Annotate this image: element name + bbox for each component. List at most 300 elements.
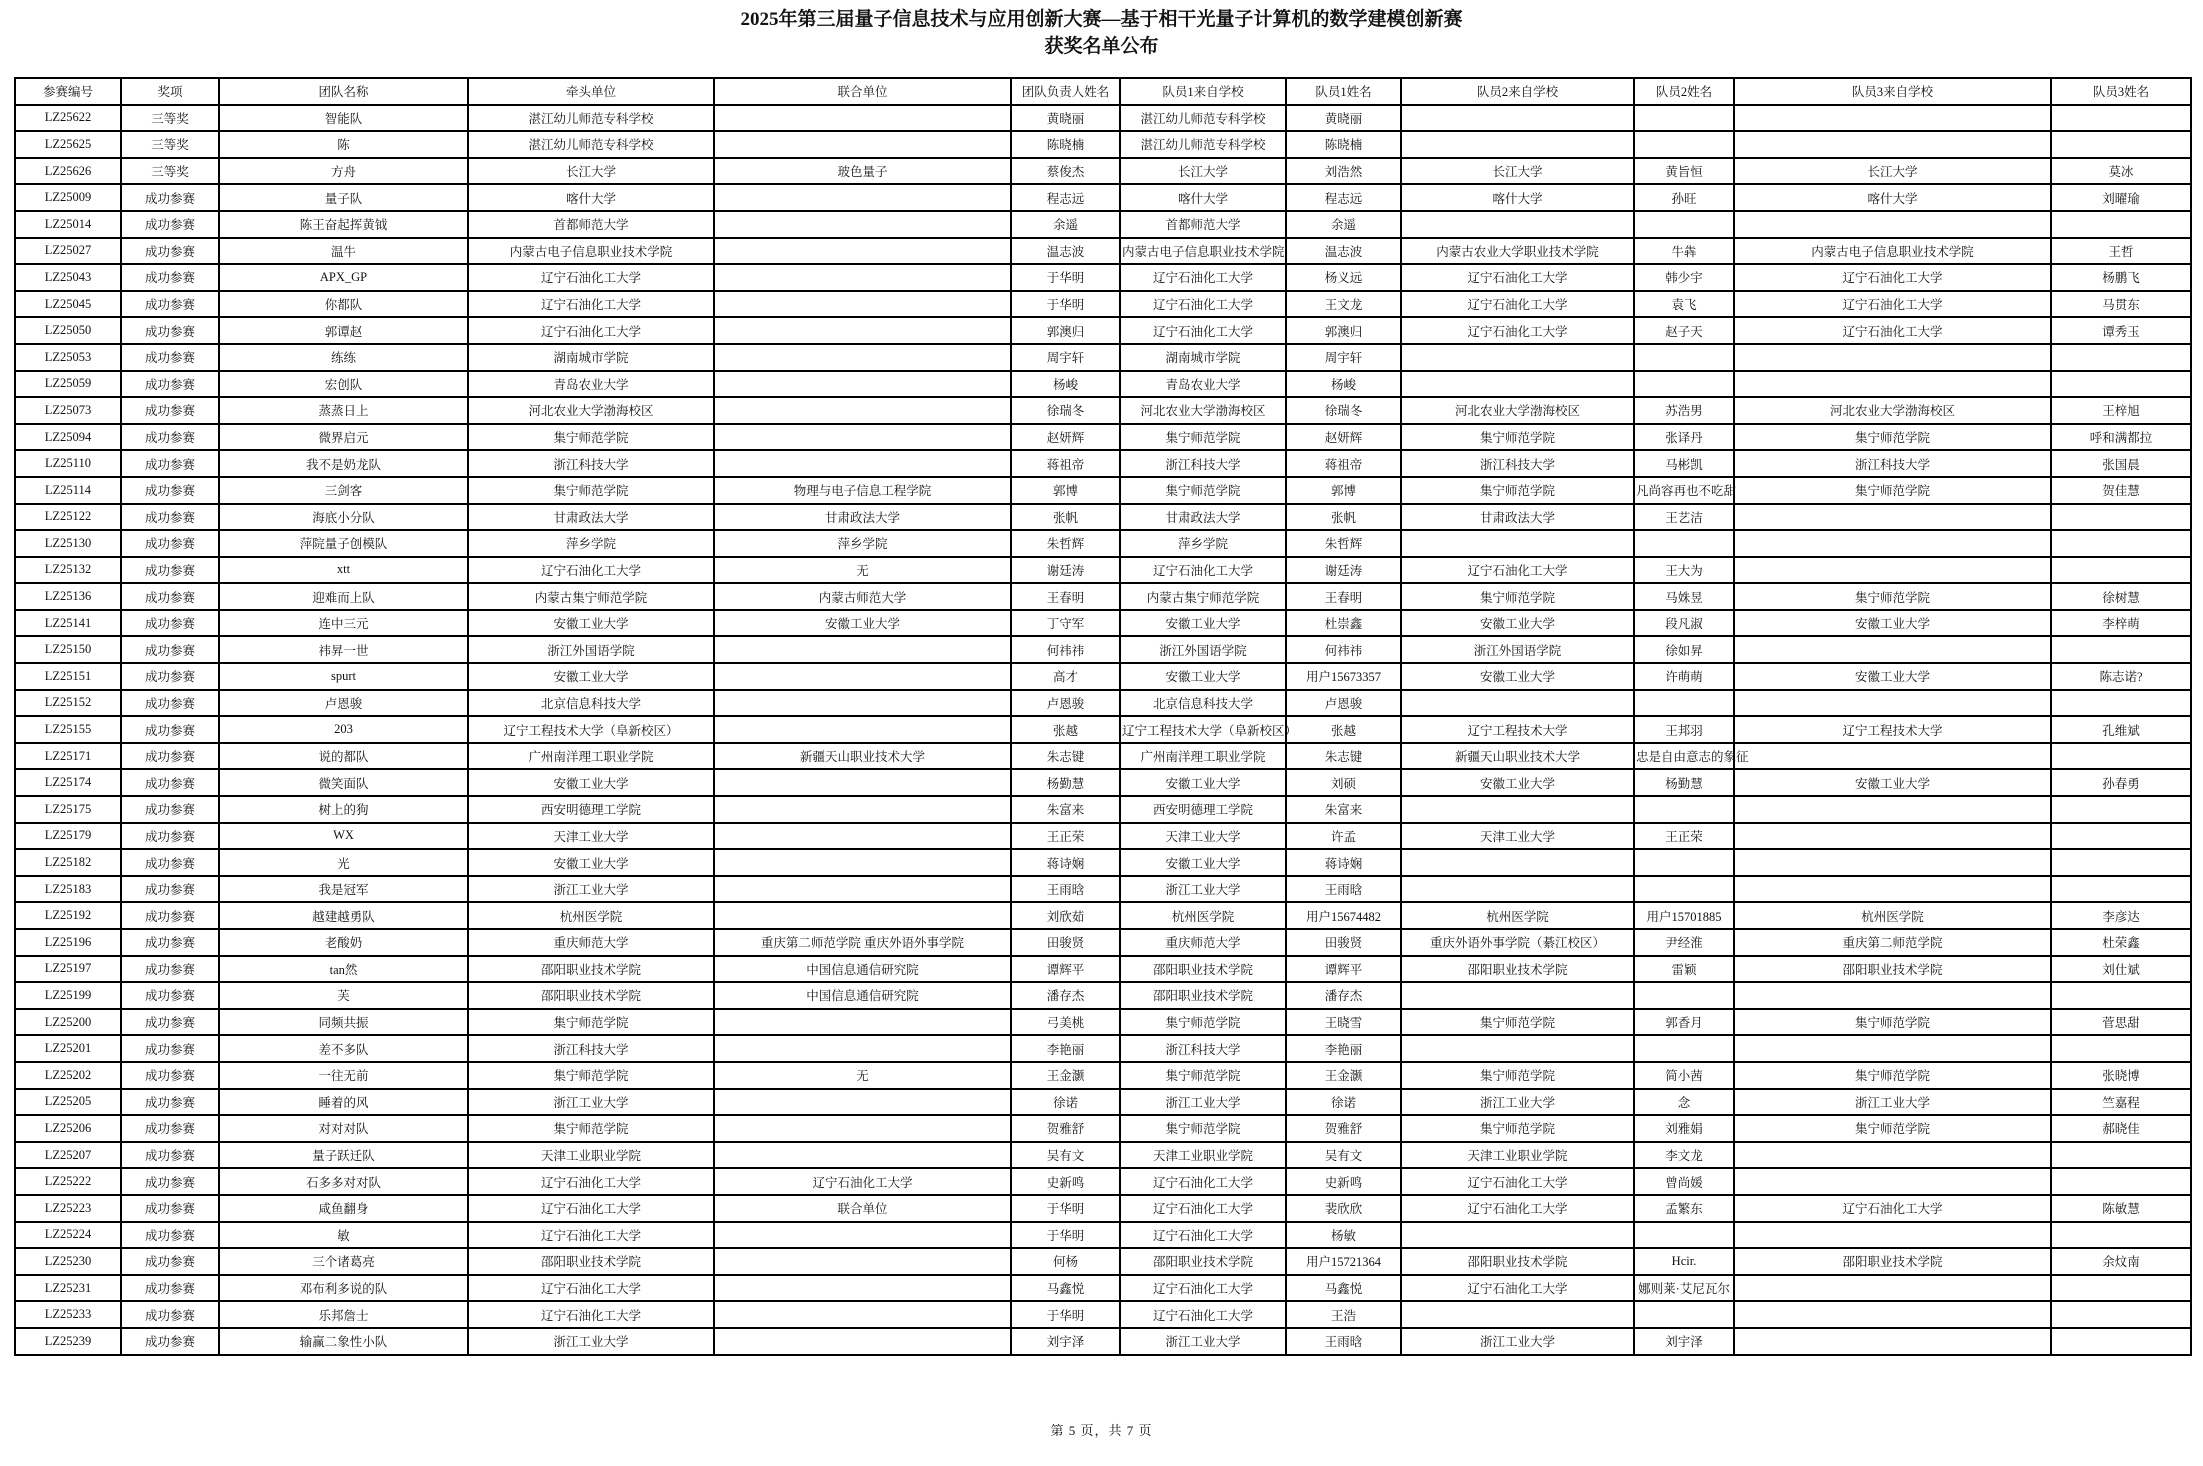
cell: 马姝昱 [1634,583,1734,610]
cell [1734,876,2051,903]
cell: 韩少宇 [1634,264,1734,291]
cell: 无 [714,557,1011,584]
cell [1401,131,1634,158]
cell: 孔维斌 [2051,716,2191,743]
cell: 天津工业职业学院 [1120,1142,1286,1169]
cell: LZ25230 [15,1248,121,1275]
cell: 安徽工业大学 [1120,663,1286,690]
cell: LZ25626 [15,158,121,185]
cell: 杨勤慧 [1011,769,1120,796]
cell: 李梓萌 [2051,610,2191,637]
cell: 集宁师范学院 [1120,424,1286,451]
cell [1401,211,1634,238]
cell: 贺佳慧 [2051,477,2191,504]
cell: LZ25110 [15,450,121,477]
cell: LZ25073 [15,397,121,424]
cell [2051,557,2191,584]
page-title [0,6,2203,60]
cell: LZ25197 [15,956,121,983]
cell: 莫冰 [2051,158,2191,185]
cell: tan然 [219,956,468,983]
cell [1401,1301,1634,1328]
column-header: 队员3姓名 [2051,78,2191,105]
cell: 郭博 [1011,477,1120,504]
cell: 集宁师范学院 [468,424,714,451]
table-row [15,1062,2191,1089]
table-row [15,956,2191,983]
cell: 辽宁石油化工大学 [1120,1168,1286,1195]
cell [1734,849,2051,876]
cell [1634,690,1734,717]
column-header: 联合单位 [714,78,1011,105]
cell: 首都师范大学 [468,211,714,238]
cell: 杨敏 [1286,1222,1401,1249]
cell: 安徽工业大学 [1734,610,2051,637]
cell: 成功参赛 [121,238,219,265]
cell: 徐诺 [1011,1089,1120,1116]
cell: 张国晨 [2051,450,2191,477]
cell: LZ25141 [15,610,121,637]
cell: 余遥 [1011,211,1120,238]
cell: 集宁师范学院 [1401,1009,1634,1036]
cell: 成功参赛 [121,636,219,663]
cell: 玻色量子 [714,158,1011,185]
cell: 咸鱼翻身 [219,1195,468,1222]
awards-table [14,77,2192,1356]
cell: 广州南洋理工职业学院 [1120,743,1286,770]
cell: 王春明 [1011,583,1120,610]
cell: 于华明 [1011,1301,1120,1328]
cell [2051,504,2191,531]
cell: 辽宁石油化工大学 [1120,264,1286,291]
cell: 简小茜 [1634,1062,1734,1089]
cell: 王梓旭 [2051,397,2191,424]
cell [714,1328,1011,1355]
cell: 萍院量子创模队 [219,530,468,557]
cell: 湛江幼儿师范专科学校 [1120,131,1286,158]
cell: 喀什大学 [1401,184,1634,211]
cell [2051,796,2191,823]
cell: 辽宁石油化工大学 [1401,317,1634,344]
cell [1734,344,2051,371]
cell [714,636,1011,663]
cell: LZ25152 [15,690,121,717]
cell [714,823,1011,850]
cell: 湖南城市学院 [468,344,714,371]
cell: LZ25136 [15,583,121,610]
cell [1401,849,1634,876]
cell [2051,982,2191,1009]
cell [1734,690,2051,717]
cell [714,238,1011,265]
cell [1634,371,1734,398]
cell: LZ25202 [15,1062,121,1089]
cell: LZ25122 [15,504,121,531]
cell: 喀什大学 [1120,184,1286,211]
cell: 安徽工业大学 [1401,610,1634,637]
cell: 成功参赛 [121,530,219,557]
cell [1634,849,1734,876]
cell: 青岛农业大学 [1120,371,1286,398]
cell: 量子队 [219,184,468,211]
cell: 内蒙古师范大学 [714,583,1011,610]
cell [2051,849,2191,876]
cell: LZ25179 [15,823,121,850]
cell: 朱哲辉 [1286,530,1401,557]
cell [2051,636,2191,663]
cell [714,317,1011,344]
cell: 敏 [219,1222,468,1249]
cell: 练练 [219,344,468,371]
cell [2051,1275,2191,1302]
cell: 卢恩骏 [1011,690,1120,717]
cell: 黄晓丽 [1286,105,1401,132]
cell: 郭香月 [1634,1009,1734,1036]
cell: LZ25114 [15,477,121,504]
cell [714,902,1011,929]
cell [2051,876,2191,903]
cell: 用户15673357 [1286,663,1401,690]
cell: LZ25014 [15,211,121,238]
cell: 辽宁工程技术大学 [1401,716,1634,743]
table-row [15,876,2191,903]
cell: 马鑫悦 [1286,1275,1401,1302]
cell: 对对对队 [219,1115,468,1142]
cell: 徐瑞冬 [1286,397,1401,424]
cell: 成功参赛 [121,1089,219,1116]
cell: 三剑客 [219,477,468,504]
column-header: 队员2来自学校 [1401,78,1634,105]
cell: 光 [219,849,468,876]
cell: 集宁师范学院 [1120,1062,1286,1089]
cell: 辽宁石油化工大学 [1120,317,1286,344]
cell: LZ25171 [15,743,121,770]
cell: 浙江外国语学院 [1120,636,1286,663]
cell: LZ25622 [15,105,121,132]
cell: 三个诸葛亮 [219,1248,468,1275]
cell [1734,557,2051,584]
cell: 李艳丽 [1286,1035,1401,1062]
cell: LZ25053 [15,344,121,371]
cell: 内蒙古集宁师范学院 [1120,583,1286,610]
cell [1401,371,1634,398]
cell: 成功参赛 [121,344,219,371]
cell: 连中三元 [219,610,468,637]
table-row [15,982,2191,1009]
cell [1734,1035,2051,1062]
cell: 甘肃政法大学 [468,504,714,531]
cell: 贺雅舒 [1011,1115,1120,1142]
cell: 黄旨恒 [1634,158,1734,185]
cell: 安徽工业大学 [1734,663,2051,690]
cell: 王邦羽 [1634,716,1734,743]
cell: 长江大学 [1734,158,2051,185]
cell [714,663,1011,690]
table-row [15,557,2191,584]
cell: 集宁师范学院 [1734,1115,2051,1142]
cell [714,211,1011,238]
cell: 赵子天 [1634,317,1734,344]
cell: 成功参赛 [121,557,219,584]
cell [1401,1035,1634,1062]
cell [714,371,1011,398]
cell: 王浩 [1286,1301,1401,1328]
cell: 苏浩男 [1634,397,1734,424]
cell: 雷颖 [1634,956,1734,983]
column-header: 参赛编号 [15,78,121,105]
cell: 郭谭赵 [219,317,468,344]
cell: LZ25231 [15,1275,121,1302]
cell: 萍乡学院 [714,530,1011,557]
cell: 安徽工业大学 [1401,769,1634,796]
cell [1634,1035,1734,1062]
cell: 成功参赛 [121,264,219,291]
cell: LZ25222 [15,1168,121,1195]
cell: 成功参赛 [121,796,219,823]
cell: 辽宁石油化工大学 [1120,1301,1286,1328]
cell: LZ25027 [15,238,121,265]
cell: 安徽工业大学 [1120,610,1286,637]
cell: 重庆师范大学 [1120,929,1286,956]
cell: 陈晓楠 [1011,131,1120,158]
cell: 成功参赛 [121,876,219,903]
cell: 成功参赛 [121,1115,219,1142]
cell [2051,1142,2191,1169]
cell: 浙江科技大学 [1120,1035,1286,1062]
cell [1634,344,1734,371]
cell: LZ25175 [15,796,121,823]
cell: 田骏贤 [1286,929,1401,956]
cell: 史新鸣 [1011,1168,1120,1195]
cell: 刘宇泽 [1011,1328,1120,1355]
cell [1634,530,1734,557]
cell: 成功参赛 [121,849,219,876]
cell: 智能队 [219,105,468,132]
cell: 浙江工业大学 [1120,876,1286,903]
cell: 浙江工业大学 [1734,1089,2051,1116]
cell: 余遥 [1286,211,1401,238]
cell: 安徽工业大学 [468,610,714,637]
cell: 谢廷涛 [1286,557,1401,584]
page-title-line2: 获奖名单公布 [1044,36,1159,57]
cell: 邵阳职业技术学院 [1120,1248,1286,1275]
cell: LZ25183 [15,876,121,903]
cell: 邵阳职业技术学院 [1401,1248,1634,1275]
table-row [15,371,2191,398]
cell: 凡尚容再也不吃甜 [1634,477,1734,504]
cell [1734,823,2051,850]
cell: 安徽工业大学 [468,663,714,690]
table-row [15,849,2191,876]
cell: 段凡淑 [1634,610,1734,637]
cell: 卢恩骏 [1286,690,1401,717]
cell [2051,1301,2191,1328]
cell: 刘宇泽 [1634,1328,1734,1355]
cell: LZ25196 [15,929,121,956]
cell: LZ25201 [15,1035,121,1062]
cell [1634,1222,1734,1249]
cell: 新疆天山职业技术大学 [1401,743,1634,770]
cell: 浙江工业大学 [468,1089,714,1116]
cell: 集宁师范学院 [468,1009,714,1036]
cell: 内蒙古集宁师范学院 [468,583,714,610]
cell: 王哲 [2051,238,2191,265]
cell [2051,690,2191,717]
cell: LZ25224 [15,1222,121,1249]
cell: 孙旺 [1634,184,1734,211]
cell: 成功参赛 [121,956,219,983]
cell [714,716,1011,743]
cell: 辽宁石油化工大学 [468,1222,714,1249]
cell: 成功参赛 [121,716,219,743]
cell: 浙江科技大学 [1734,450,2051,477]
cell: 浙江科技大学 [468,1035,714,1062]
table-row [15,1195,2191,1222]
cell [1634,982,1734,1009]
cell: 邵阳职业技术学院 [468,956,714,983]
cell: 弓美桃 [1011,1009,1120,1036]
cell [2051,823,2191,850]
cell: 王文龙 [1286,291,1401,318]
cell: 安徽工业大学 [1120,849,1286,876]
cell: 集宁师范学院 [1401,424,1634,451]
cell: 浙江科技大学 [468,450,714,477]
cell: 重庆第二师范学院 重庆外语外事学院 [714,929,1011,956]
cell: 孙春勇 [2051,769,2191,796]
cell: 中国信息通信研究院 [714,956,1011,983]
cell: LZ25233 [15,1301,121,1328]
table-row [15,344,2191,371]
cell: 联合单位 [714,1195,1011,1222]
cell: 长江大学 [1120,158,1286,185]
cell: 许萌萌 [1634,663,1734,690]
cell: 方舟 [219,158,468,185]
cell: 长江大学 [468,158,714,185]
cell: 丁守军 [1011,610,1120,637]
cell: 郭博 [1286,477,1401,504]
table-row [15,211,2191,238]
cell [1734,530,2051,557]
cell: xtt [219,557,468,584]
table-row [15,1009,2191,1036]
cell: 杨峻 [1286,371,1401,398]
cell: 成功参赛 [121,583,219,610]
cell: Hcir. [1634,1248,1734,1275]
cell: 首都师范大学 [1120,211,1286,238]
cell: 浙江外国语学院 [1401,636,1634,663]
cell: 杨义远 [1286,264,1401,291]
table-row [15,238,2191,265]
cell: 成功参赛 [121,371,219,398]
cell: 杜崇鑫 [1286,610,1401,637]
cell: 裴欣欣 [1286,1195,1401,1222]
cell: 卢恩骏 [219,690,468,717]
cell: 萍乡学院 [468,530,714,557]
cell: 湛江幼儿师范专科学校 [468,105,714,132]
cell: 史新鸣 [1286,1168,1401,1195]
cell: 马彬凯 [1634,450,1734,477]
cell [1634,1301,1734,1328]
cell: LZ25150 [15,636,121,663]
cell [714,1089,1011,1116]
cell: 于华明 [1011,291,1120,318]
cell: 邵阳职业技术学院 [1120,956,1286,983]
cell: 成功参赛 [121,929,219,956]
cell: 张越 [1011,716,1120,743]
cell: 内蒙古农业大学职业技术学院 [1401,238,1634,265]
cell [714,769,1011,796]
cell: 辽宁工程技术大学（阜新校区） [1120,716,1286,743]
table-row [15,317,2191,344]
table-row [15,743,2191,770]
cell: 于华明 [1011,1195,1120,1222]
cell: 量子跃迁队 [219,1142,468,1169]
cell: 迎难而上队 [219,583,468,610]
cell: 辽宁石油化工大学 [1734,291,2051,318]
cell [1734,1168,2051,1195]
cell [1634,796,1734,823]
cell: 成功参赛 [121,450,219,477]
cell: 辽宁石油化工大学 [1734,317,2051,344]
table-row [15,131,2191,158]
cell: 李文龙 [1634,1142,1734,1169]
cell: 周宇轩 [1011,344,1120,371]
cell: 于华明 [1011,1222,1120,1249]
cell: 天津工业职业学院 [1401,1142,1634,1169]
cell: 刘曜瑜 [2051,184,2191,211]
cell: 徐瑞冬 [1011,397,1120,424]
cell: 朱富来 [1011,796,1120,823]
cell: 说的都队 [219,743,468,770]
cell: 我不是奶龙队 [219,450,468,477]
table-row [15,769,2191,796]
cell [1734,1328,2051,1355]
cell: 成功参赛 [121,1328,219,1355]
cell: 成功参赛 [121,291,219,318]
table-row [15,184,2191,211]
cell: 成功参赛 [121,1195,219,1222]
cell: 何祎祎 [1011,636,1120,663]
cell: 王春明 [1286,583,1401,610]
cell: 邵阳职业技术学院 [1401,956,1634,983]
cell: 徐树慧 [2051,583,2191,610]
table-row [15,158,2191,185]
cell: 辽宁石油化工大学 [468,1275,714,1302]
cell [1401,876,1634,903]
cell: 天津工业大学 [1120,823,1286,850]
cell: 集宁师范学院 [1401,1115,1634,1142]
cell: 树上的狗 [219,796,468,823]
cell: 安徽工业大学 [1401,663,1634,690]
cell: LZ25239 [15,1328,121,1355]
cell: 辽宁石油化工大学 [468,557,714,584]
cell: 王晓雪 [1286,1009,1401,1036]
cell [1401,1222,1634,1249]
cell: 王雨晗 [1011,876,1120,903]
cell: 陈敏慧 [2051,1195,2191,1222]
cell: 集宁师范学院 [468,477,714,504]
cell [714,876,1011,903]
cell: 重庆外语外事学院（綦江校区） [1401,929,1634,956]
cell: 成功参赛 [121,477,219,504]
cell: LZ25094 [15,424,121,451]
cell: 牛犇 [1634,238,1734,265]
cell: 朱志键 [1286,743,1401,770]
cell: 辽宁石油化工大学 [1401,1275,1634,1302]
cell: LZ25199 [15,982,121,1009]
cell: 吴有文 [1011,1142,1120,1169]
cell: 安徽工业大学 [468,849,714,876]
